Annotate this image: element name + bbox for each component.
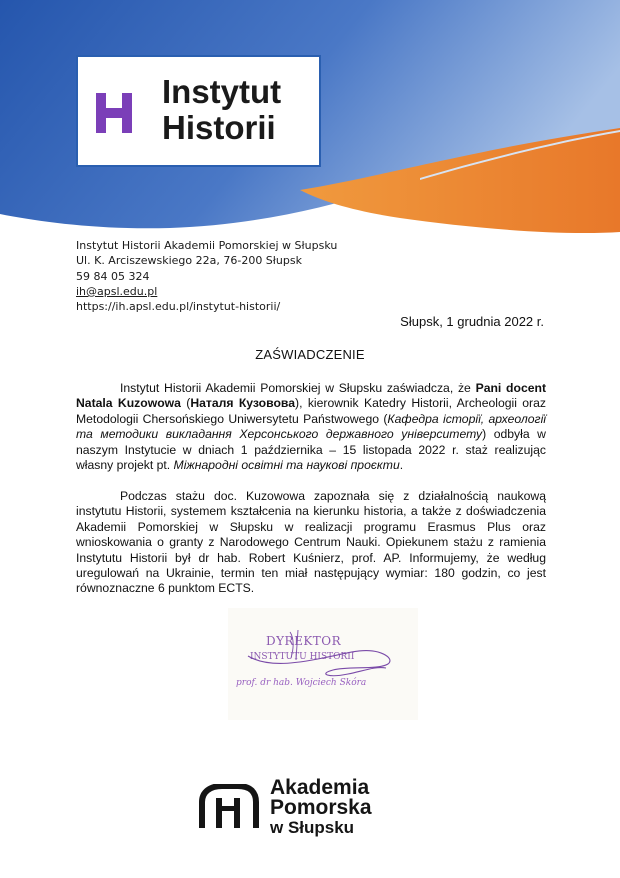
p1-department-ukrainian: Кафедра історії, археології та методики викладання Херсонського державного університету [76,411,546,442]
p1-text-e: ), kierownik Katedry Historii, Archeologii oraz Metodologii Chersońskiego Uniwersytetu Państwowego ( [76,396,546,426]
document-date: Słupsk, 1 grudnia 2022 r. [400,314,544,329]
p1-text-a: Instytut Historii Akademii Pomorskiej w Słupsku zaświadcza, że [120,381,476,395]
footer-line-3: w Słupsku [270,818,355,837]
p1-name-cyrillic: Наталя Кузовова [190,396,296,411]
address-line-institution: Instytut Historii Akademii Pomorskiej w Słupsku [76,239,338,252]
logo-line-1: Instytut [162,73,282,110]
logo-line-2: Historii [162,109,276,146]
sender-address [76,238,337,314]
institute-logo [76,55,321,167]
footer-line-2: Pomorska [270,796,372,819]
p1-name: Pani docent Natala Kuzowowa [76,381,547,411]
p1-text-g: ) odbyła w naszym Instytucie w dniach 1 października – 15 listopada 2022 r. staż realizując własny projekt pt. [76,427,546,473]
stamp-line-3: prof. dr hab. Wojciech Skóra [236,678,367,688]
p2-text: Podczas stażu doc. Kuzowowa zapoznała się z działalnością naukową instytutu Historii, systemem kształcenia na kierunku historia, a także z doświadczenia Akademii Pomorskiej w Słupsku w realizacji programu Erasmus Plus oraz wnioskowania o granty z Narodowego Centrum Nauki. Opiekunem stażu z ramienia Instytutu Historii był dr hab. Robert Kuśnierz, prof. AP. Informujemy, że według uregulowań na Ukrainie, termin ten miał następujący wymiar: 180 godzin, co jest równoznaczne 6 punktom ECTS. [76,489,546,596]
p1-project-title: Міжнародні освітні та наукові проєкти [173,458,400,473]
paragraph-1 [76,381,546,473]
address-website: https://ih.apsl.edu.pl/instytut-historii/ [76,300,281,314]
p1-text-c: ( [180,396,191,411]
p1-text-end: . [399,458,404,473]
university-logo [198,778,428,838]
footer-line-1: Akademia [270,776,370,799]
institute-logo-mark-icon [96,93,132,133]
document-title: ZAŚWIADCZENIE [255,347,365,362]
director-stamp-signature [228,608,418,720]
stamp-line-1: DYREKTOR [266,634,342,648]
stamp-line-2: INSTYTUTU HISTORII [250,652,355,662]
university-logo-mark-icon [198,784,260,828]
address-phone: 59 84 05 324 [76,269,150,283]
handwritten-signature [228,608,418,720]
paragraph-2 [76,489,546,597]
institute-logo-text [162,74,281,146]
address-line-street: Ul. K. Arciszewskiego 22a, 76-200 Słupsk [76,254,302,268]
university-logo-text [270,778,372,838]
address-email-link[interactable]: ih@apsl.edu.pl [76,284,158,298]
